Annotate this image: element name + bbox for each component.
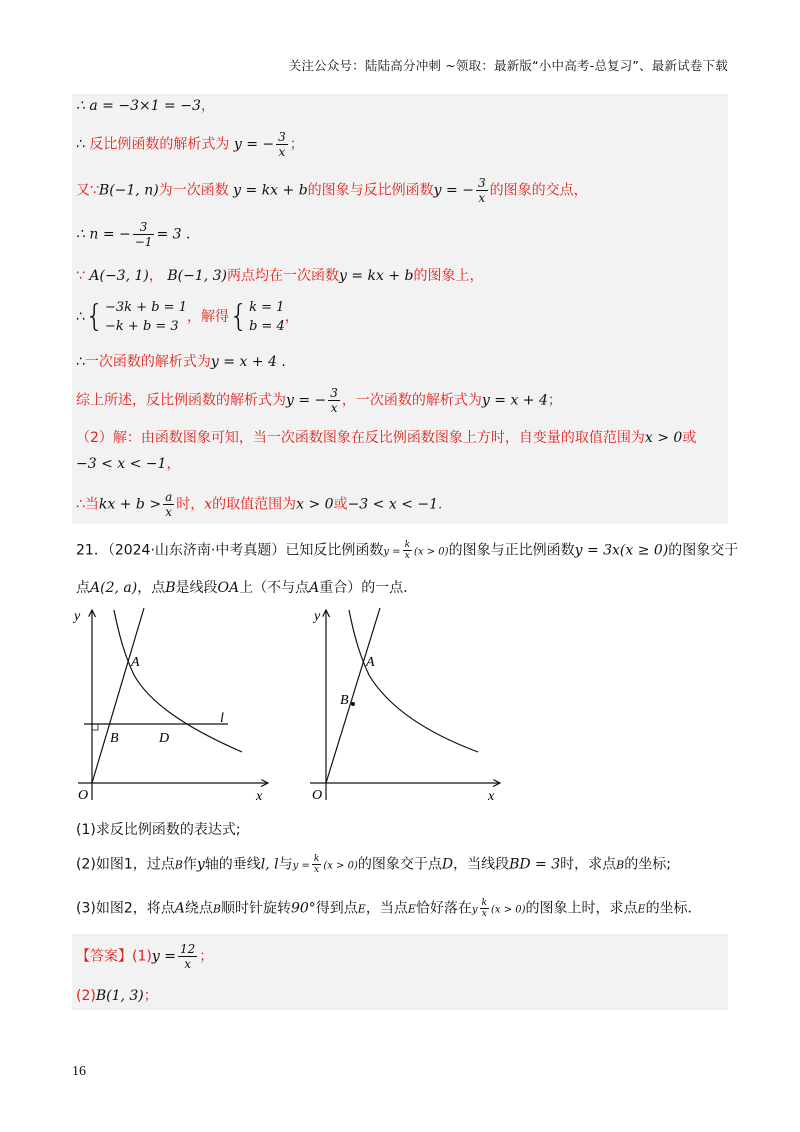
solution-line-4: ∴ n = − $\frac{3}{-1}$ = 3 ． xyxy=(76,220,200,249)
figure-1 xyxy=(70,600,280,810)
label-A: A xyxy=(366,655,375,670)
page-number: 16 xyxy=(72,1064,86,1079)
label-l: l xyxy=(220,711,224,726)
label-B: B xyxy=(110,731,119,746)
label-y: y xyxy=(74,609,81,624)
label-y: y xyxy=(314,609,321,624)
proportional-line xyxy=(326,608,380,783)
label-O: O xyxy=(78,788,89,803)
fraction: $\frac{a}{x}$ xyxy=(165,490,173,519)
fraction: $\frac{3}{x}$ xyxy=(477,176,486,205)
label-A: A xyxy=(131,655,140,670)
equation-system: −3k + b = 1 −k + b = 3 xyxy=(105,300,187,334)
answer-line-2: (2)B(1, 3)； xyxy=(76,988,158,1004)
solution-line-10: −3 < x < −1， xyxy=(76,456,181,472)
question-line-1: 21．（2024·山东济南·中考真题）已知反比例函数y = $\frac{k}{x}$ (x > 0)的图象与正比例函数y = 3x(x ≥ 0)的图象交于 xyxy=(76,540,739,561)
solution-line-3: 又∵B(−1, n)为一次函数 y = kx + b的图象与反比例函数y = − $\frac{3}{x}$ 的图象的交点， xyxy=(76,176,588,205)
fraction: $\frac{12}{x}$ xyxy=(179,942,196,971)
fraction: $\frac{k}{x}$ xyxy=(481,898,487,919)
solution-system: k = 1 b = 4 xyxy=(249,300,285,334)
label-x: x xyxy=(256,789,263,804)
hyperbola-curve xyxy=(114,610,242,752)
hyperbola-curve xyxy=(349,610,478,752)
solution-line-6: ∴{ −3k + b = 1 −k + b = 3 ，解得{ k = 1 b = 4 ， xyxy=(76,299,299,334)
fraction: $\frac{k}{x}$ xyxy=(404,540,411,561)
label-x: x xyxy=(488,789,495,804)
question-line-2: 点A(2, a)，点B是线段OA上（不与点A重合）的一点． xyxy=(76,580,418,596)
part-2: (2)如图1，过点B作y轴的垂线l, l与y = $\frac{k}{x}$ (x > 0)的图象交于点D，当线段BD = 3时，求点B的坐标; xyxy=(76,854,671,875)
page-header: 关注公众号：陆陆高分冲刺 ~领取：最新版“小中高考-总复习”、最新试卷下载 xyxy=(288,58,728,73)
right-angle-mark xyxy=(92,724,98,730)
fraction: $\frac{3}{-1}$ xyxy=(134,220,153,249)
label-O: O xyxy=(312,788,323,803)
figure-2 xyxy=(302,600,512,810)
point-B xyxy=(351,702,355,706)
solution-line-5: ∵ A(−3, 1)， B(−1, 3)两点均在一次函数y = kx + b的图象上， xyxy=(76,268,484,284)
solution-line-8: 综上所述，反比例函数的解析式为y = − $\frac{3}{x}$ ，一次函数的解析式为y = x + 4； xyxy=(76,386,562,415)
label-D: D xyxy=(159,731,170,746)
solution-line-11: ∴当kx + b > $\frac{a}{x}$ 时，x的取值范围为x > 0或−3 < x < −1． xyxy=(76,490,453,519)
fraction: $\frac{k}{x}$ xyxy=(313,854,320,875)
proportional-line xyxy=(92,608,144,783)
fraction: $\frac{3}{x}$ xyxy=(278,130,286,159)
fraction: $\frac{3}{x}$ xyxy=(330,386,338,415)
solution-line-2: ∴ 反比例函数的解析式为 y = − $\frac{3}{x}$ ； xyxy=(76,130,304,159)
answer-line-1: 【答案】(1)y = $\frac{12}{x}$ ； xyxy=(76,942,214,971)
part-3: (3)如图2，将点A绕点B顺时针旋转90°得到点E，当点E恰好落在y $\frac{k}{x}$ (x > 0)的图象上时，求点E的坐标． xyxy=(76,898,702,919)
solution-line-9: （2）解：由函数图象可知，当一次函数图象在反比例函数图象上方时，自变量的取值范围为x > 0或 xyxy=(76,430,697,446)
solution-line-7: ∴一次函数的解析式为y = x + 4 ． xyxy=(76,354,296,370)
solution-line-1: ∴ a = −3×1 = −3， xyxy=(76,98,215,114)
label-B: B xyxy=(340,693,349,708)
part-1: (1)求反比例函数的表达式; xyxy=(76,822,241,838)
